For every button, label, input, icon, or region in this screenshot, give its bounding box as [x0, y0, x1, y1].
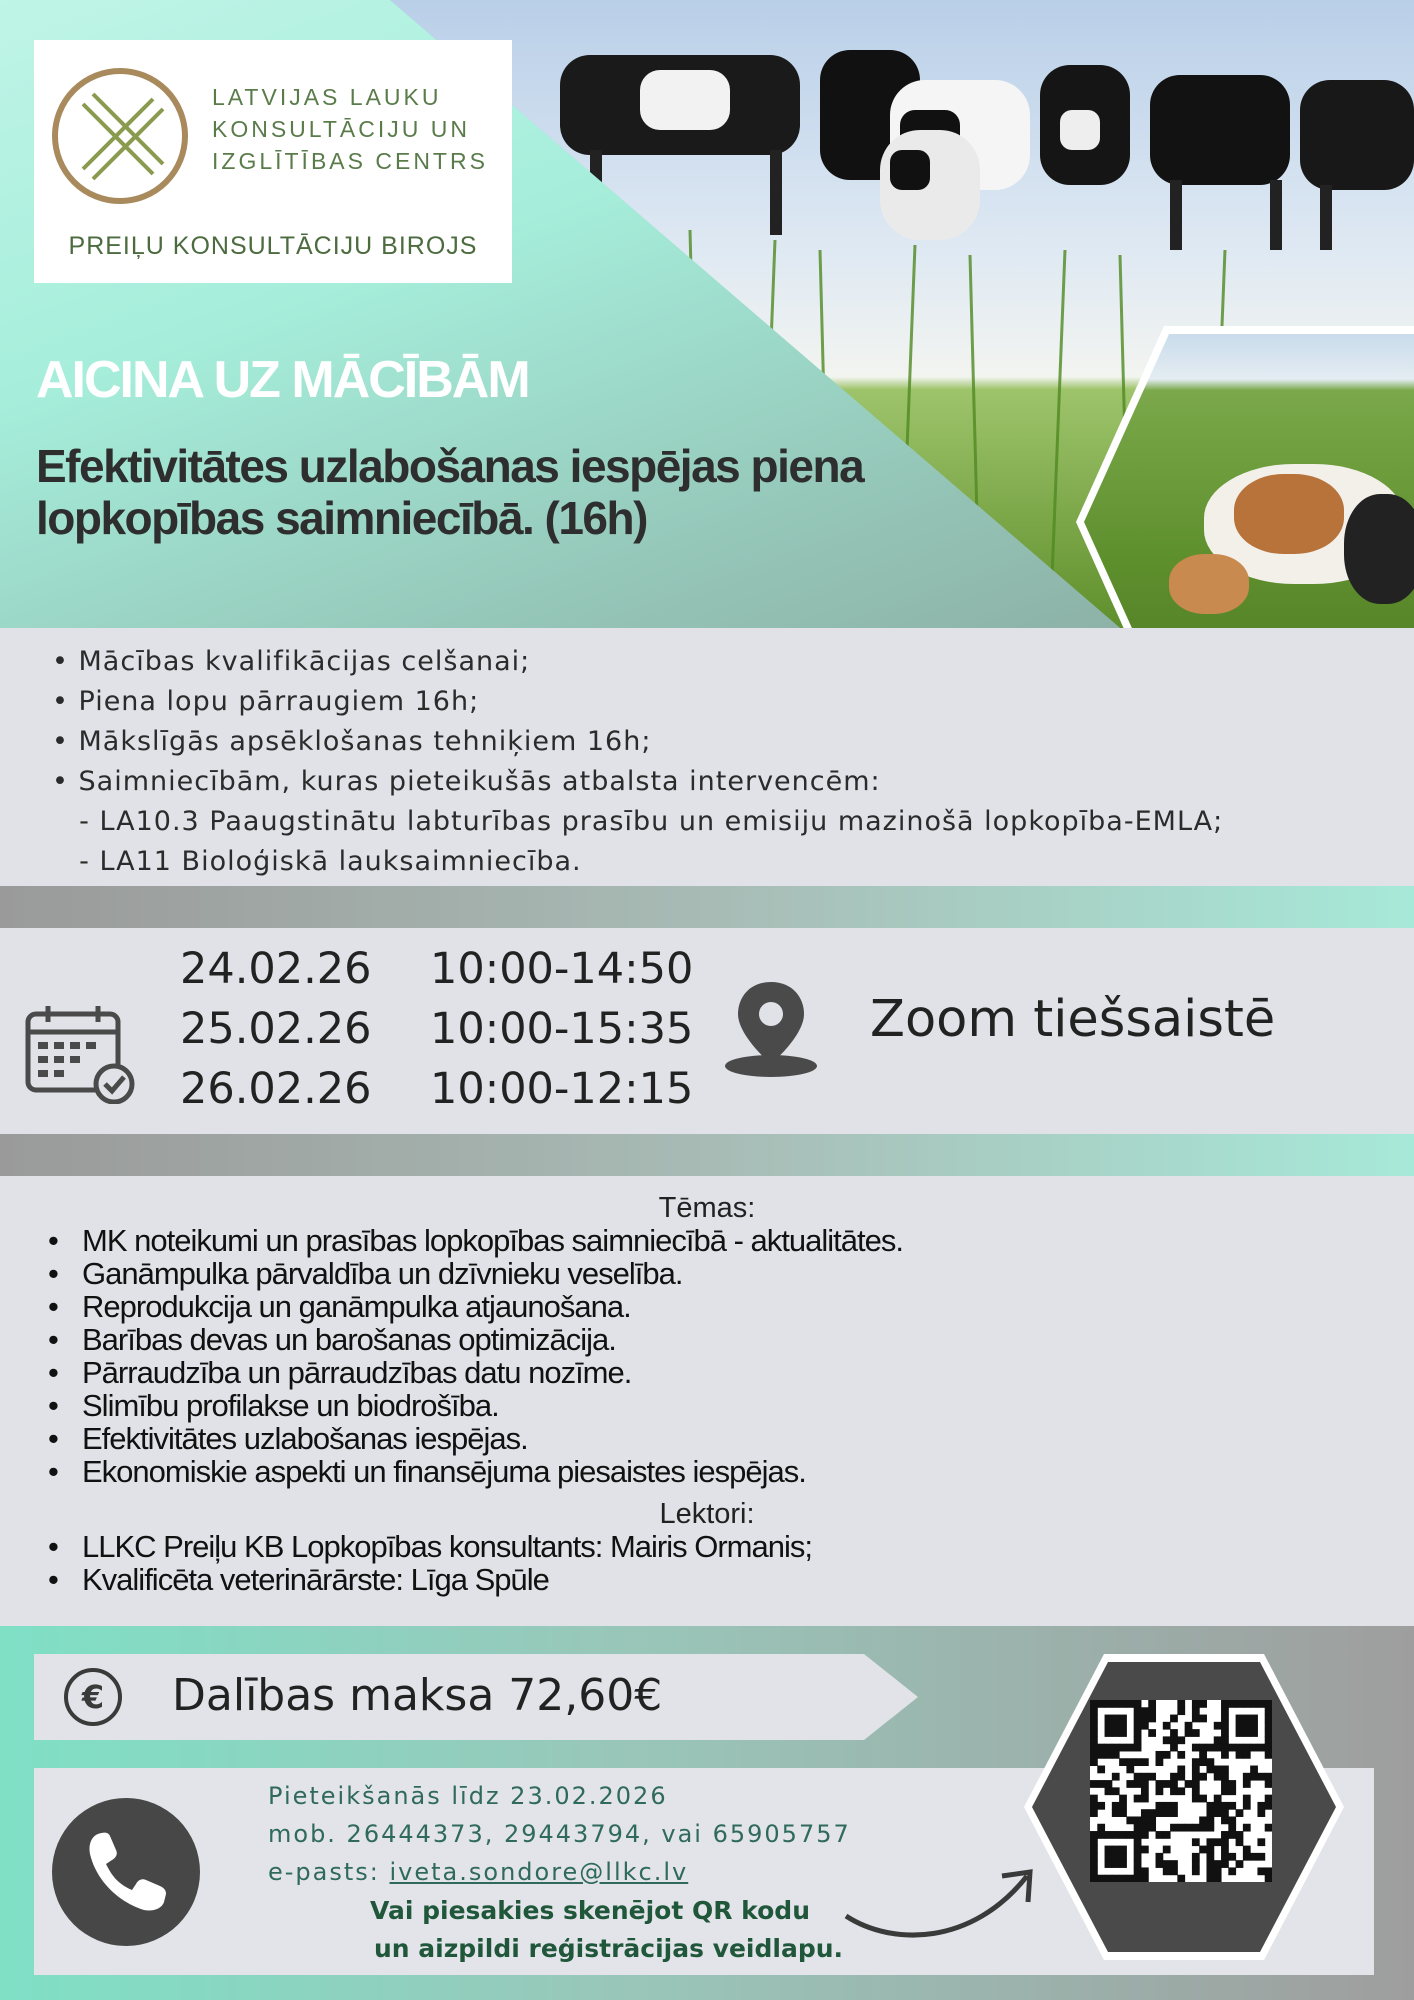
logo-box	[34, 40, 512, 283]
topics-panel	[0, 1176, 1414, 1626]
topic-text: Ganāmpulka pārvaldība un dzīvnieku veselība.	[82, 1256, 683, 1291]
course-title: Efektivitātes uzlabošanas iespējas piena lopkopības saimniecībā. (16h)	[36, 440, 864, 544]
email-label: e-pasts:	[268, 1858, 390, 1886]
logo-text-line-3: IZGLĪTĪBAS CENTRS	[212, 148, 488, 174]
calendar-check-icon	[24, 1004, 144, 1104]
lecturer-text: LLKC Preiļu KB Lopkopības konsultants: Mairis Ormanis;	[82, 1529, 812, 1564]
topics-heading: Tēmas:	[658, 1192, 756, 1224]
headline: AICINA UZ MĀCĪBĀM	[36, 351, 529, 409]
cta-line-1: Vai piesakies skenējot QR kodu	[370, 1896, 811, 1925]
llkc-logo-icon	[52, 68, 188, 204]
deadline-text: Pieteikšanās līdz 23.02.2026	[268, 1782, 668, 1810]
euro-icon: €	[64, 1668, 122, 1726]
logo-text-line-1: LATVIJAS LAUKU	[212, 84, 442, 110]
topic-text: Efektivitātes uzlabošanas iespējas.	[82, 1421, 528, 1456]
topic-text: MK noteikumi un prasības lopkopības saimniecībā - aktualitātes.	[82, 1223, 903, 1258]
time-1: 10:00-14:50	[430, 944, 694, 994]
time-3: 10:00-12:15	[430, 1064, 694, 1114]
audience-item: • Mākslīgās apsēklošanas tehniķiem 16h;	[52, 726, 652, 757]
logo-text-line-2: KONSULTĀCIJU UN	[212, 116, 470, 142]
topic-text: Barības devas un barošanas optimizācija.	[82, 1322, 616, 1357]
audience-item: • Saimniecībām, kuras pieteikušās atbalsta intervencēm:	[52, 766, 881, 797]
audience-item: • Piena lopu pārraugiem 16h;	[52, 686, 480, 717]
logo-subtitle: PREIĻU KONSULTĀCIJU BIROJS	[68, 232, 478, 260]
date-2: 25.02.26	[180, 1004, 372, 1054]
date-1: 24.02.26	[180, 944, 372, 994]
location-text: Zoom tiešsaistē	[870, 990, 1276, 1049]
lecturers-heading: Lektori:	[659, 1498, 755, 1530]
date-3: 26.02.26	[180, 1064, 372, 1114]
audience-subitem: - LA10.3 Paaugstinātu labturības prasību un emisiju mazinošā lopkopība-EMLA;	[60, 806, 1224, 837]
audience-item: • Mācības kvalifikācijas celšanai;	[52, 646, 531, 677]
divider-band	[0, 886, 1414, 928]
divider-band	[0, 1134, 1414, 1176]
arrow-icon	[842, 1846, 1052, 1956]
phone-icon	[52, 1798, 200, 1946]
audience-subitem: - LA11 Bioloģiskā lauksaimniecība.	[60, 846, 582, 877]
audience-panel	[0, 628, 1414, 886]
email-link[interactable]: iveta.sondore@llkc.lv	[389, 1858, 689, 1886]
phone-numbers: mob. 26444373, 29443794, vai 65905757	[268, 1820, 851, 1848]
qr-code[interactable]	[1090, 1700, 1272, 1882]
email-line	[268, 1858, 688, 1886]
location-pin-icon	[722, 978, 820, 1082]
cta-line-2: un aizpildi reģistrācijas veidlapu.	[374, 1934, 844, 1963]
topic-text: Pārraudzība un pārraudzības datu nozīme.	[82, 1355, 632, 1390]
topic-text: Reprodukcija un ganāmpulka atjaunošana.	[82, 1289, 631, 1324]
topic-text: Slimību profilakse un biodrošība.	[82, 1388, 499, 1423]
topic-text: Ekonomiskie aspekti un finansējuma piesaistes iespējas.	[82, 1454, 806, 1489]
lecturer-text: Kvalificēta veterinārārste: Līga Spūle	[82, 1562, 549, 1597]
fee-text: Dalības maksa 72,60€	[172, 1670, 663, 1721]
time-2: 10:00-15:35	[430, 1004, 694, 1054]
